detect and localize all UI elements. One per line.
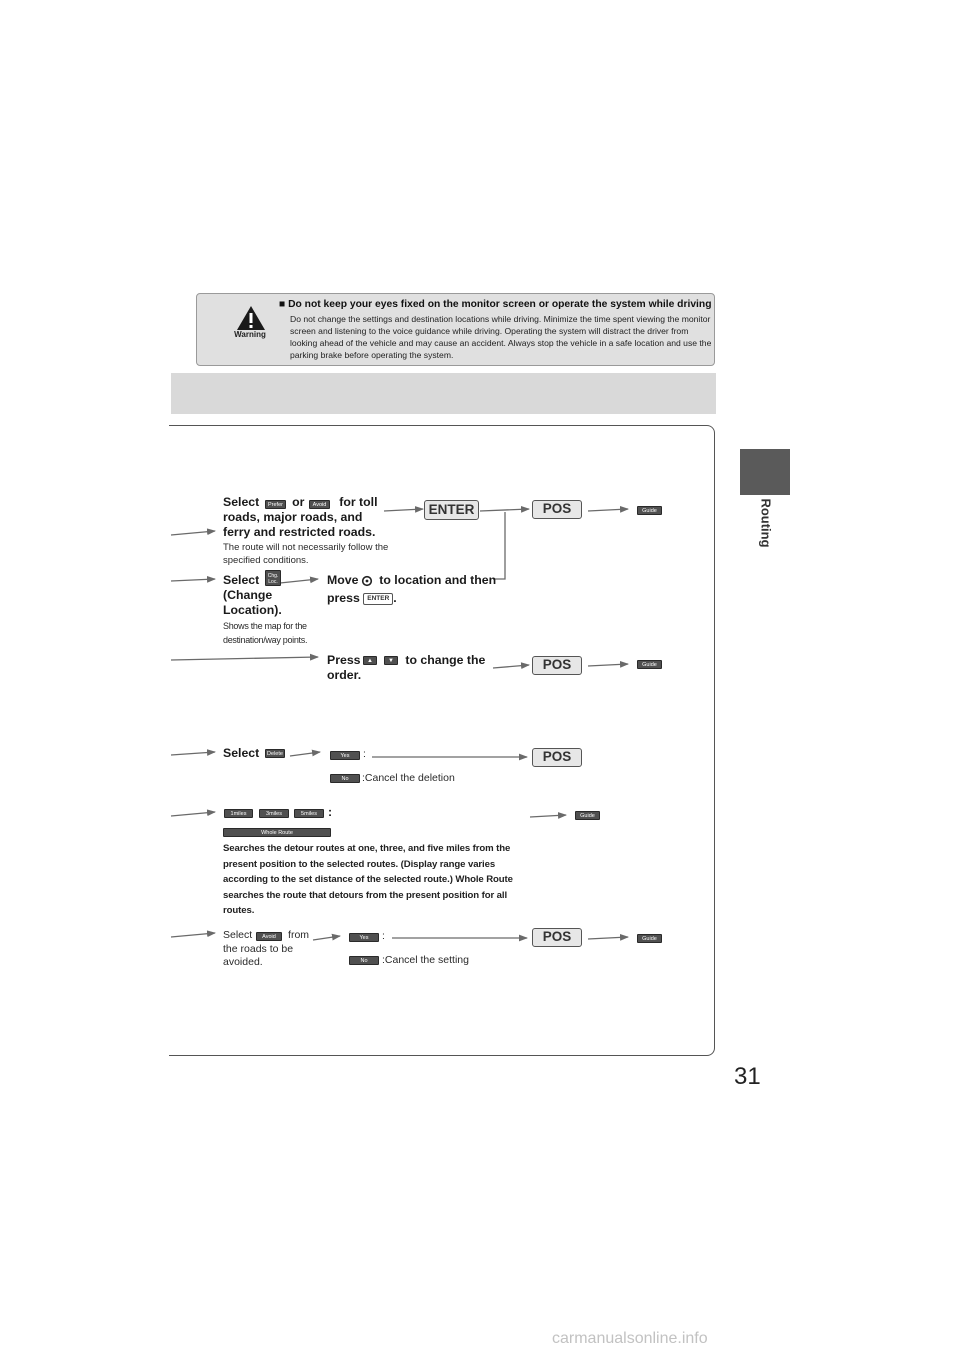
- pos-button[interactable]: POS: [532, 748, 582, 767]
- change-location-button[interactable]: Chg. Loc.: [265, 570, 281, 586]
- prefer-button[interactable]: Prefer: [265, 500, 286, 509]
- guide-button[interactable]: Guide: [575, 811, 600, 820]
- watermark: carmanualsonline.info: [552, 1330, 708, 1347]
- cancel-setting-text: :Cancel the setting: [382, 954, 469, 966]
- press-word: Press: [327, 653, 361, 667]
- whole-route-button[interactable]: Whole Route: [223, 828, 331, 837]
- detour-note: Searches the detour routes at one, three, and five miles from the present position to the selected routes. (Display range varies according to the set distance of the selected route.) Whole Route searches the route that detours from the present position for all routes.: [223, 843, 513, 916]
- step-change-location-select: Select: [223, 573, 260, 587]
- detour-1miles-button[interactable]: 1miles: [224, 809, 253, 818]
- enter-button[interactable]: ENTER: [424, 500, 479, 520]
- joystick-icon: [361, 575, 373, 587]
- step-delete-select: Select: [223, 746, 260, 760]
- delete-button[interactable]: Delete: [265, 749, 285, 758]
- move-rest: to location and then: [379, 573, 497, 587]
- step-avoid-road-rest: the roads to be avoided.: [223, 942, 294, 968]
- no-button[interactable]: No: [349, 956, 379, 965]
- step-move-text: [327, 573, 497, 588]
- select-word: Select: [223, 929, 253, 941]
- step-change-location-note: Shows the map for the destination/way points.: [223, 621, 308, 645]
- warning-title: ■ Do not keep your eyes fixed on the monitor screen or operate the system while driving: [279, 299, 712, 310]
- step-change-location-label: (Change Location).: [223, 588, 282, 617]
- guide-button[interactable]: Guide: [637, 934, 662, 943]
- step-prefer-avoid-note: The route will not necessarily follow the specified conditions.: [223, 542, 389, 566]
- yes-button[interactable]: Yes: [330, 751, 360, 760]
- pos-button[interactable]: POS: [532, 928, 582, 947]
- warning-label: Warning: [234, 330, 266, 339]
- move-down-button[interactable]: ▼: [384, 656, 398, 665]
- enter-key[interactable]: ENTER: [363, 593, 393, 605]
- page-number: 31: [734, 1063, 761, 1090]
- step-or-word: or: [292, 495, 305, 509]
- from-word: from: [288, 929, 310, 941]
- step-prefer-avoid-rest: for toll roads, major roads, and ferry and restricted roads.: [223, 495, 378, 539]
- yes-button[interactable]: Yes: [349, 933, 379, 942]
- step-prefer-avoid-text: [223, 495, 393, 540]
- guide-button[interactable]: Guide: [637, 506, 662, 515]
- section-tab-label: Routing: [758, 498, 774, 548]
- step-select-word: Select: [223, 495, 260, 509]
- detour-5miles-button[interactable]: 5miles: [294, 809, 324, 818]
- move-word: Move: [327, 573, 359, 587]
- yes-colon: :: [382, 930, 385, 942]
- pos-button[interactable]: POS: [532, 656, 582, 675]
- cancel-deletion-text: :Cancel the deletion: [362, 772, 455, 784]
- step-order-text: [327, 653, 487, 683]
- avoid-button[interactable]: Avoid: [256, 932, 282, 941]
- step-press-enter-text: press ENTER .: [327, 591, 397, 605]
- detour-colon: :: [328, 805, 333, 819]
- step-order-rest: to change the order.: [327, 653, 486, 682]
- pos-button[interactable]: POS: [532, 500, 582, 519]
- press-word: press: [327, 591, 360, 605]
- yes-colon: :: [363, 748, 366, 760]
- warning-body: Do not change the settings and destination locations while driving. Minimize the time spent viewing the monitor screen and listening to the voice guidance while driving. Operating the system will distract the driver from looking ahead of the vehicle and may cause an accident. Always stop the vehicle in a safe location and use the parking brake before operating the system.: [290, 314, 712, 361]
- avoid-button[interactable]: Avoid: [309, 500, 330, 509]
- no-button[interactable]: No: [330, 774, 360, 783]
- move-up-button[interactable]: ▲: [363, 656, 377, 665]
- guide-button[interactable]: Guide: [637, 660, 662, 669]
- detour-3miles-button[interactable]: 3miles: [259, 809, 289, 818]
